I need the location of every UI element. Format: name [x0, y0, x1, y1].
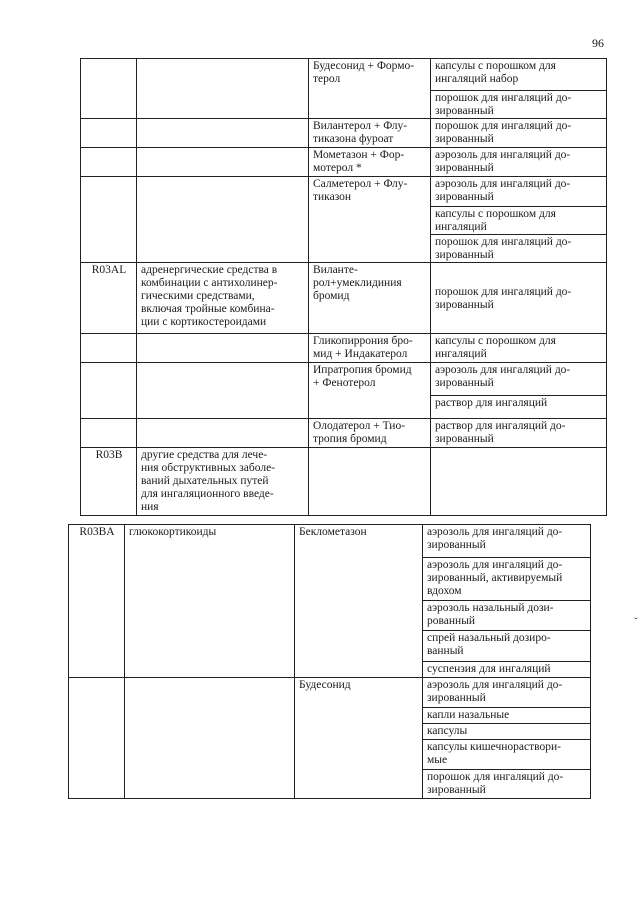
dosage-form-cell: аэрозоль для ингаляций до- зированный — [423, 525, 591, 558]
group-name-cell — [125, 678, 295, 799]
dosage-form-cell: капсулы с порошком для ингаляций — [431, 334, 607, 363]
drug-name-cell: Беклометазон — [295, 525, 423, 678]
dosage-form-cell: раствор для ингаляций — [431, 396, 607, 419]
atc-code-cell: R03B — [81, 448, 137, 516]
dosage-form-cell: капли назальные — [423, 708, 591, 724]
table-row — [69, 678, 591, 708]
group-name-cell: адренергические средства в комбинации с антихолинер- гическими средствами, включая тройные комбина- ции с кортикостероидами — [137, 263, 309, 334]
drug-name-cell: Будесонид + Формо- терол — [309, 59, 431, 119]
drug-name-cell: Салметерол + Флу- тиказон — [309, 177, 431, 263]
drug-table-upper — [80, 58, 607, 516]
atc-code-cell — [81, 334, 137, 363]
group-name-cell — [137, 177, 309, 263]
dosage-form-cell: аэрозоль назальный дози- рованный — [423, 601, 591, 631]
dosage-form-cell: аэрозоль для ингаляций до- зированный, активируемый вдохом — [423, 558, 591, 601]
group-name-cell: глюкокортикоиды — [125, 525, 295, 678]
group-name-cell — [137, 59, 309, 119]
table-row — [81, 448, 607, 516]
drug-name-cell: Виланте- рол+умеклидиния бромид — [309, 263, 431, 334]
dosage-form-cell: спрей назальный дозиро- ванный — [423, 631, 591, 662]
drug-name-cell: Ипратропия бромид + Фенотерол — [309, 363, 431, 419]
dosage-form-cell: порошок для ингаляций до- зированный — [423, 770, 591, 799]
dosage-form-cell: раствор для ингаляций до- зированный — [431, 419, 607, 448]
dosage-form-cell: порошок для ингаляций до- зированный — [431, 119, 607, 148]
drug-name-cell: Будесонид — [295, 678, 423, 799]
atc-code-cell — [81, 119, 137, 148]
drug-name-cell — [309, 448, 431, 516]
atc-code-cell — [81, 177, 137, 263]
group-name-cell — [137, 119, 309, 148]
dosage-form-cell: аэрозоль для ингаляций до- зированный — [423, 678, 591, 708]
dosage-form-cell: порошок для ингаляций до- зированный — [431, 235, 607, 263]
table-row — [81, 119, 607, 148]
atc-code-cell — [81, 59, 137, 119]
stray-mark: ˇ — [634, 616, 638, 628]
group-name-cell — [137, 363, 309, 419]
table-row — [81, 177, 607, 207]
drug-name-cell: Мометазон + Фор- мотерол * — [309, 148, 431, 177]
dosage-form-cell: порошок для ингаляций до- зированный — [431, 91, 607, 119]
drug-name-cell: Вилантерол + Флу- тиказона фуроат — [309, 119, 431, 148]
dosage-form-cell: капсулы — [423, 724, 591, 740]
drug-table-lower — [68, 524, 591, 799]
atc-code-cell — [69, 678, 125, 799]
table-row — [81, 263, 607, 334]
dosage-form-cell: аэрозоль для ингаляций до- зированный — [431, 148, 607, 177]
page-number: 96 — [592, 36, 604, 50]
atc-code-cell: R03AL — [81, 263, 137, 334]
dosage-form-cell: аэрозоль для ингаляций до- зированный — [431, 363, 607, 396]
atc-code-cell: R03BA — [69, 525, 125, 678]
group-name-cell — [137, 419, 309, 448]
atc-code-cell — [81, 419, 137, 448]
table-row — [81, 419, 607, 448]
dosage-form-cell — [431, 448, 607, 516]
atc-code-cell — [81, 148, 137, 177]
dosage-form-cell: порошок для ингаляций до- зированный — [431, 263, 607, 334]
table-row — [81, 363, 607, 396]
group-name-cell: другие средства для лече- ния обструктивных заболе- ваний дыхательных путей для ингаляционного введе- ния — [137, 448, 309, 516]
drug-name-cell: Олодатерол + Тио- тропия бромид — [309, 419, 431, 448]
table-row — [69, 525, 591, 558]
group-name-cell — [137, 334, 309, 363]
atc-code-cell — [81, 363, 137, 419]
table-row — [81, 334, 607, 363]
dosage-form-cell: аэрозоль для ингаляций до- зированный — [431, 177, 607, 207]
dosage-form-cell: капсулы с порошком для ингаляций набор — [431, 59, 607, 91]
dosage-form-cell: капсулы с порошком для ингаляций — [431, 207, 607, 235]
table-row — [81, 59, 607, 91]
group-name-cell — [137, 148, 309, 177]
drug-name-cell: Гликопиррония бро- мид + Индакатерол — [309, 334, 431, 363]
dosage-form-cell: суспензия для ингаляций — [423, 662, 591, 678]
table-row — [81, 148, 607, 177]
dosage-form-cell: капсулы кишечнораствори- мые — [423, 740, 591, 770]
